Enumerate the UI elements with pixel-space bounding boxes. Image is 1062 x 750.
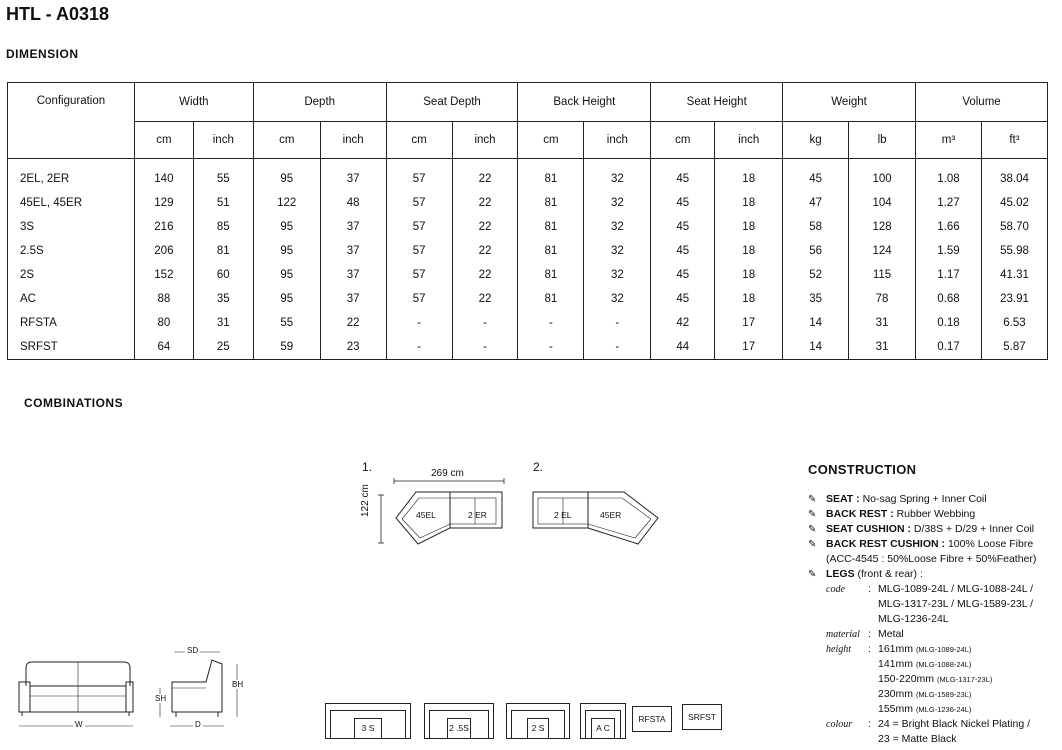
config-cell: AC xyxy=(8,287,135,311)
unit-header: inch xyxy=(584,122,651,159)
value-cell: 100 xyxy=(849,167,916,191)
value-cell: 55.98 xyxy=(981,239,1047,263)
colour-label: colour xyxy=(826,719,853,730)
value-cell: 122 xyxy=(253,191,320,215)
value-cell: 64 xyxy=(134,335,193,360)
colour-value: 24 = Bright Black Nickel Plating / xyxy=(878,718,1031,730)
value-cell: 58.70 xyxy=(981,215,1047,239)
combo2-diagram xyxy=(530,488,665,550)
value-cell: 22 xyxy=(320,311,386,335)
construction-item: ✎ BACK REST CUSHION : 100% Loose Fibre xyxy=(808,538,1034,550)
value-cell: 22 xyxy=(452,287,518,311)
value-cell: 47 xyxy=(783,191,849,215)
value-cell: 55 xyxy=(193,167,253,191)
module-rfsta: RFSTA xyxy=(632,706,672,732)
bullet-arrow-icon: ✎ xyxy=(808,494,817,505)
unit-header: kg xyxy=(783,122,849,159)
colour-value: 23 = Matte Black xyxy=(878,733,957,745)
value-cell: - xyxy=(518,311,584,335)
value-cell: 32 xyxy=(584,263,651,287)
cushion-note: (ACC-4545 : 50%Loose Fibre + 50%Feather) xyxy=(826,553,1037,565)
unit-header: cm xyxy=(518,122,584,159)
value-cell: 17 xyxy=(715,335,783,360)
value-cell: 37 xyxy=(320,239,386,263)
value-cell: 78 xyxy=(849,287,916,311)
value-cell: 31 xyxy=(193,311,253,335)
code-value: MLG-1317-23L / MLG-1589-23L / xyxy=(878,598,1034,610)
group-header: Volume xyxy=(916,83,1048,122)
value-cell: 0.68 xyxy=(916,287,982,311)
value-cell: - xyxy=(518,335,584,360)
table-row xyxy=(8,167,1048,191)
value-cell: 17 xyxy=(715,311,783,335)
unit-row xyxy=(8,122,1048,159)
value-cell: 59 xyxy=(253,335,320,360)
value-cell: 95 xyxy=(253,215,320,239)
value-cell: 56 xyxy=(783,239,849,263)
value-cell: 31 xyxy=(849,311,916,335)
value-cell: 45.02 xyxy=(981,191,1047,215)
value-cell: 95 xyxy=(253,263,320,287)
value-cell: 22 xyxy=(452,167,518,191)
unit-header: cm xyxy=(386,122,452,159)
value-cell: - xyxy=(386,335,452,360)
combo1-left-label: 45EL xyxy=(416,510,436,520)
value-cell: 1.59 xyxy=(916,239,982,263)
value-cell: 206 xyxy=(134,239,193,263)
value-cell: 6.53 xyxy=(981,311,1047,335)
value-cell: 1.08 xyxy=(916,167,982,191)
value-cell: 38.04 xyxy=(981,167,1047,191)
construction-heading: CONSTRUCTION xyxy=(808,462,917,477)
value-cell: 1.17 xyxy=(916,263,982,287)
group-header: Back Height xyxy=(518,83,651,122)
value-cell: 57 xyxy=(386,287,452,311)
config-cell: 3S xyxy=(8,215,135,239)
value-cell: 32 xyxy=(584,191,651,215)
dimension-table xyxy=(7,82,1048,360)
code-value: MLG-1089-24L / MLG-1088-24L / xyxy=(878,583,1034,595)
value-cell: 22 xyxy=(452,263,518,287)
value-cell: 22 xyxy=(452,215,518,239)
value-cell: 95 xyxy=(253,287,320,311)
value-cell: 1.27 xyxy=(916,191,982,215)
code-label: code xyxy=(826,584,845,595)
group-header: Depth xyxy=(253,83,386,122)
value-cell: 22 xyxy=(452,239,518,263)
value-cell: 85 xyxy=(193,215,253,239)
unit-header: m³ xyxy=(916,122,982,159)
config-cell: 45EL, 45ER xyxy=(8,191,135,215)
group-header: Weight xyxy=(783,83,916,122)
unit-header: cm xyxy=(134,122,193,159)
value-cell: 37 xyxy=(320,263,386,287)
table-row xyxy=(8,335,1048,360)
value-cell: 45 xyxy=(651,167,715,191)
group-header: Width xyxy=(134,83,253,122)
value-cell: 25 xyxy=(193,335,253,360)
page-title: HTL - A0318 xyxy=(6,4,110,24)
value-cell: 45 xyxy=(783,167,849,191)
table-row xyxy=(8,215,1048,239)
value-cell: 52 xyxy=(783,263,849,287)
unit-header: inch xyxy=(320,122,386,159)
value-cell: 35 xyxy=(783,287,849,311)
group-header: Seat Depth xyxy=(386,83,518,122)
value-cell: 5.87 xyxy=(981,335,1047,360)
combinations-heading: COMBINATIONS xyxy=(24,396,124,410)
module-2s: 2 S xyxy=(506,703,570,739)
unit-header: cm xyxy=(253,122,320,159)
value-cell: 152 xyxy=(134,263,193,287)
config-cell: SRFST xyxy=(8,335,135,360)
value-cell: 60 xyxy=(193,263,253,287)
bh-label: BH xyxy=(232,680,244,689)
value-cell: 45 xyxy=(651,239,715,263)
value-cell: 35 xyxy=(193,287,253,311)
unit-header: lb xyxy=(849,122,916,159)
value-cell: 45 xyxy=(651,263,715,287)
value-cell: 58 xyxy=(783,215,849,239)
value-cell: 81 xyxy=(518,167,584,191)
value-cell: 115 xyxy=(849,263,916,287)
value-cell: - xyxy=(584,311,651,335)
config-cell: 2.5S xyxy=(8,239,135,263)
table-row xyxy=(8,287,1048,311)
value-cell: 216 xyxy=(134,215,193,239)
bullet-arrow-icon: ✎ xyxy=(808,569,817,580)
value-cell: 18 xyxy=(715,287,783,311)
bullet-arrow-icon: ✎ xyxy=(808,524,817,535)
value-cell: 45 xyxy=(651,215,715,239)
value-cell: 32 xyxy=(584,215,651,239)
value-cell: 18 xyxy=(715,167,783,191)
value-cell: 80 xyxy=(134,311,193,335)
code-value: MLG-1236-24L xyxy=(878,613,949,625)
value-cell: 57 xyxy=(386,191,452,215)
unit-header: inch xyxy=(715,122,783,159)
value-cell: 44 xyxy=(651,335,715,360)
value-cell: 14 xyxy=(783,311,849,335)
value-cell: 81 xyxy=(518,239,584,263)
combo1-depth: 122 cm xyxy=(360,484,371,517)
value-cell: 14 xyxy=(783,335,849,360)
value-cell: 129 xyxy=(134,191,193,215)
value-cell: 1.66 xyxy=(916,215,982,239)
value-cell: 128 xyxy=(849,215,916,239)
combo1-diagram xyxy=(378,478,513,548)
unit-header: inch xyxy=(193,122,253,159)
material-value: Metal xyxy=(878,628,904,640)
config-cell: RFSTA xyxy=(8,311,135,335)
construction-item: ✎ SEAT CUSHION : D/38S + D/29 + Inner Coil xyxy=(808,523,1035,535)
value-cell: 48 xyxy=(320,191,386,215)
value-cell: 37 xyxy=(320,167,386,191)
value-cell: 57 xyxy=(386,215,452,239)
legs-item: ✎ LEGS (front & rear) : xyxy=(808,568,923,580)
sh-label: SH xyxy=(155,694,167,703)
w-label: W xyxy=(75,720,83,729)
value-cell: 88 xyxy=(134,287,193,311)
table-row xyxy=(8,263,1048,287)
combo1-number: 1. xyxy=(362,460,373,474)
value-cell: 18 xyxy=(715,215,783,239)
value-cell: 57 xyxy=(386,263,452,287)
value-cell: 55 xyxy=(253,311,320,335)
module-ac: A C xyxy=(580,703,626,739)
config-cell: 2EL, 2ER xyxy=(8,167,135,191)
value-cell: 45 xyxy=(651,191,715,215)
combo2-right-label: 45ER xyxy=(600,510,622,520)
construction-panel: CONSTRUCTION ✎ SEAT : No-sag Spring + Inner Coil ✎ BACK REST : Rubber Webbing ✎ SEAT CUSHION : D/38S + D/29 + Inner Coil ✎ BACK REST CUSHION : 100% Loose Fibre (ACC-4545 : 50%Loose Fibre + 50%Feather) ✎ LEGS (front & rear) : code : MLG-1089-24L / MLG-1088-24L / MLG-1317-23L / MLG-1589-23L / MLG-1236-24L material : Metal height : 161mm (MLG-1089-24L) 141mm (MLG-1088-24L) 150-220mm (MLG-1317-23L) 230mm (MLG-1589-23L) 155mm (MLG-1236-24L) colour : 24 = Bright Black Nickel Plating / 23 = Matte Black xyxy=(808,462,1058,747)
combo1-width: 269 cm xyxy=(431,468,464,479)
value-cell: 18 xyxy=(715,263,783,287)
value-cell: 81 xyxy=(518,263,584,287)
value-cell: 45 xyxy=(651,287,715,311)
config-header: Configuration xyxy=(8,83,135,159)
bullet-arrow-icon: ✎ xyxy=(808,509,817,520)
table-row xyxy=(8,191,1048,215)
value-cell: - xyxy=(452,311,518,335)
value-cell: 31 xyxy=(849,335,916,360)
value-cell: 23 xyxy=(320,335,386,360)
material-label: material xyxy=(826,629,860,640)
value-cell: 22 xyxy=(452,191,518,215)
combo2-number: 2. xyxy=(533,460,544,474)
unit-header: inch xyxy=(452,122,518,159)
value-cell: 41.31 xyxy=(981,263,1047,287)
combo1-right-label: 2 ER xyxy=(468,510,487,520)
value-cell: 0.18 xyxy=(916,311,982,335)
value-cell: 57 xyxy=(386,167,452,191)
value-cell: 32 xyxy=(584,167,651,191)
bullet-arrow-icon: ✎ xyxy=(808,539,817,550)
module-25s: 2 .5S xyxy=(424,703,494,739)
combo2-left-label: 2 EL xyxy=(554,510,572,520)
unit-header: cm xyxy=(651,122,715,159)
group-header: Seat Height xyxy=(651,83,783,122)
d-label: D xyxy=(195,720,201,729)
value-cell: 57 xyxy=(386,239,452,263)
value-cell: 95 xyxy=(253,239,320,263)
value-cell: 18 xyxy=(715,191,783,215)
value-cell: 124 xyxy=(849,239,916,263)
value-cell: 81 xyxy=(518,287,584,311)
sd-label: SD xyxy=(187,646,199,655)
construction-item: ✎ SEAT : No-sag Spring + Inner Coil xyxy=(808,493,987,505)
unit-header: ft³ xyxy=(981,122,1047,159)
config-cell: 2S xyxy=(8,263,135,287)
value-cell: 32 xyxy=(584,287,651,311)
value-cell: 0.17 xyxy=(916,335,982,360)
value-cell: 37 xyxy=(320,215,386,239)
value-cell: 95 xyxy=(253,167,320,191)
value-cell: 18 xyxy=(715,239,783,263)
value-cell: 51 xyxy=(193,191,253,215)
height-label: height xyxy=(826,644,851,655)
value-cell: - xyxy=(452,335,518,360)
construction-item: ✎ BACK REST : Rubber Webbing xyxy=(808,508,976,520)
value-cell: 42 xyxy=(651,311,715,335)
value-cell: 37 xyxy=(320,287,386,311)
dimension-heading: DIMENSION xyxy=(6,47,79,61)
value-cell: - xyxy=(584,335,651,360)
value-cell: 104 xyxy=(849,191,916,215)
value-cell: - xyxy=(386,311,452,335)
value-cell: 140 xyxy=(134,167,193,191)
value-cell: 81 xyxy=(193,239,253,263)
module-srfst: SRFST xyxy=(682,704,722,730)
module-3s: 3 S xyxy=(325,703,411,739)
value-cell: 81 xyxy=(518,191,584,215)
table-row xyxy=(8,311,1048,335)
table-row xyxy=(8,239,1048,263)
value-cell: 32 xyxy=(584,239,651,263)
value-cell: 23.91 xyxy=(981,287,1047,311)
value-cell: 81 xyxy=(518,215,584,239)
